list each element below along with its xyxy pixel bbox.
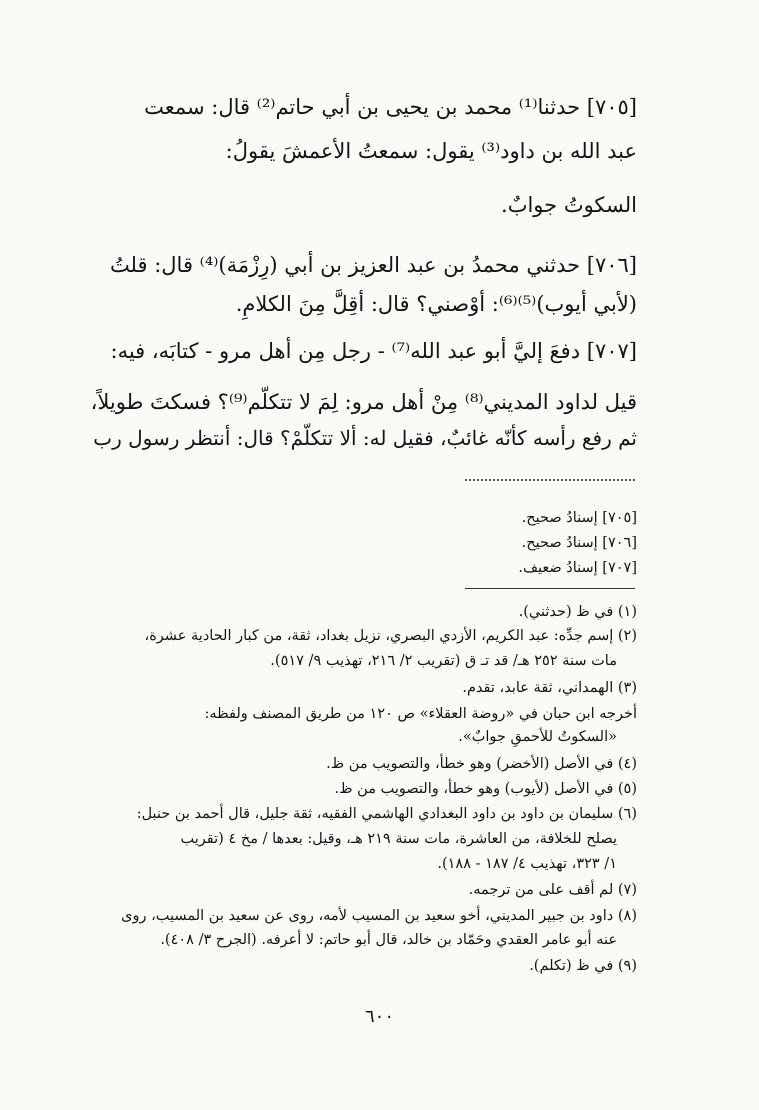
hadith-707-line-2: قيل لداود المديني⁽⁸⁾ مِنْ أهل مرو: لِمَ لا تتكلّم⁽⁹⁾؟ فسكتَ طويلاً،: [90, 390, 637, 414]
footnote-8-cont: عنه أبو عامر العقدي وحَمّاد بن خالد، قال أبو حاتم: لا أعرفه. (الجرح ٣/ ٤٠٨).: [160, 932, 617, 948]
footnote-6-cont: يصلح للخلافة، من العاشرة، مات سنة ٢١٩ هـ، وقيل: بعدها / مخ ٤ (تقريب: [180, 831, 617, 847]
hadith-707-line-3: ثم رفع رأسه كأنّه غائبٌ، فقيل له: ألا تتكلّمْ؟ قال: أنتظر رسول رب: [93, 426, 637, 450]
footnote-3-quote: «السكوتُ للأحمقِ جوابٌ».: [458, 729, 617, 745]
footnote-2-cont: مات سنة ٢٥٢ هـ/ قد تـ ق (تقريب ٢/ ٢١٦، تهذيب ٩/ ٥١٧).: [270, 653, 617, 669]
footnote-9: (٩) في ظ (تكلم).: [529, 958, 637, 974]
grading-705: [٧٠٥] إسنادُ صحيح.: [521, 510, 637, 526]
page-number: ٦٠٠: [364, 1006, 394, 1027]
footnote-6-cont-2: ١/ ٣٢٣، تهذيب ٤/ ١٨٧ - ١٨٨).: [437, 856, 617, 872]
hadith-706-line-1: [٧٠٦] حدثني محمدُ بن عبد العزيز بن أبي (رِزْمَة)⁽⁴⁾ قال: قلتُ: [109, 253, 637, 277]
dotted-separator: [465, 479, 635, 481]
grading-706: [٧٠٦] إسنادُ صحيح.: [521, 535, 637, 551]
footnote-3-cont: أخرجه ابن حبان في «روضة العقلاء» ص ١٢٠ من طريق المصنف ولفظه:: [204, 706, 637, 722]
footnote-4: (٤) في الأصل (الأخضر) وهو خطأ، والتصويب من ظ.: [326, 756, 637, 772]
footnote-separator: [465, 588, 635, 589]
footnote-8: (٨) داود بن جبير المديني، أخو سعيد بن المسيب لأمه، روى عن سعيد بن المسيب، روى: [121, 908, 637, 924]
footnote-6: (٦) سليمان بن داود بن داود البغدادي الهاشمي الفقيه، ثقة جليل، قال أحمد بن حنبل:: [136, 806, 637, 822]
footnote-3: (٣) الهمداني، ثقة عابد، تقدم.: [462, 680, 637, 696]
hadith-706-line-2: (لأبي أيوب)⁽⁵⁾⁽⁶⁾: أوْصني؟ قال: أقِلَّ مِنَ الكلامِ.: [235, 292, 637, 316]
hadith-705-matn: السكوتُ جوابٌ.: [501, 193, 637, 217]
hadith-705-line-2: عبد الله بن داود⁽³⁾ يقول: سمعتُ الأعمشَ يقولُ:: [225, 139, 637, 163]
footnote-2: (٢) إسم جدِّه: عبد الكريم، الأزدي البصري، نزيل بغداد، ثقة، من كبار الحادية عشرة،: [144, 628, 637, 644]
grading-707: [٧٠٧] إسنادُ ضعيف.: [518, 560, 637, 576]
footnote-1: (١) في ظ (حدثني).: [518, 604, 637, 620]
hadith-707-line-1: [٧٠٧] دفعَ إليَّ أبو عبد الله⁽⁷⁾ - رجل مِن أهل مرو - كتابَه، فيه:: [110, 339, 637, 363]
footnote-7: (٧) لم أقف على من ترجمه.: [468, 882, 637, 898]
footnote-5: (٥) في الأصل (لأيوب) وهو خطأ، والتصويب من ظ.: [334, 781, 637, 797]
hadith-705-line-1: [٧٠٥] حدثنا⁽¹⁾ محمد بن يحيى بن أبي حاتم⁽²⁾ قال: سمعت: [144, 95, 637, 119]
